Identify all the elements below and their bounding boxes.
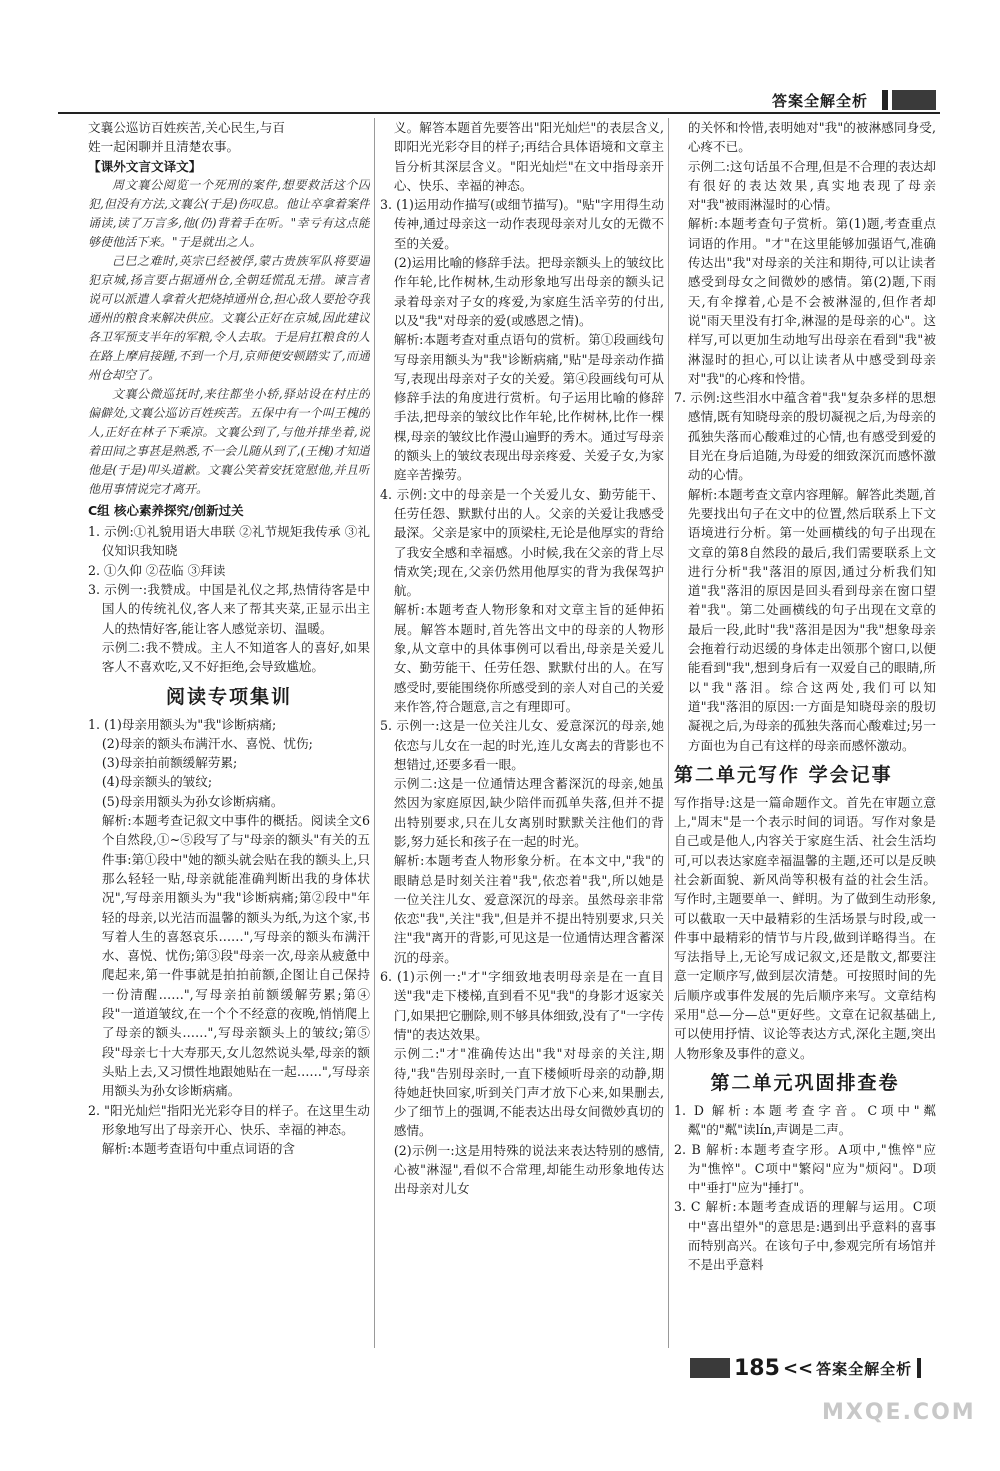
analysis-paragraph: 义。解答本题首先要答出"阳光灿烂"的表层含义,即阳光光彩夺目的样子;再结合具体语境和文章主旨分析其深层含义。"阳光灿烂"在文中指母亲开心、快乐、幸福的神态。 [393,120,664,193]
answer-item: 的关怀和怜惜,表明她对"我"的被淋感同身受,心疼不已。 [687,120,936,155]
analysis-paragraph: 解析:本题考查句子赏析。第(1)题,考查重点词语的作用。"才"在这里能够加强语气,准确传达出"我"对母亲的关注和期待,可以让读者感受到母女之间微妙的感情。第(2)题,下雨天,有伞撑着,心是不会被淋湿的,但作者却说"雨天里没有打伞,淋湿的是母亲的心"。这样写,可以更加生动地写出母亲在看到"我"被淋湿时的担心,可以让读者从中感受到母亲对"我"的心疼和怜惜。 [687,216,936,386]
answer-item: (2)示例一:这是用特殊的说法来表达特别的感情,心被"淋湿",看似不合常理,却能生动形象地传达出母亲对儿女 [393,1142,664,1197]
column-divider-2 [668,118,669,1348]
analysis-paragraph: 解析:本题考查人物形象分析。在本文中,"我"的眼睛总是时刻关注着"我",依恋着"我",所以她是一位关注儿女、爱意深沉的母亲。虽然母亲非常依恋"我",关注"我",但是并不提出特别要求,只关注"我"离开的背影,可见这是一位通情达理含蓄深沉的母亲。 [393,853,664,965]
answer-item: 1. 示例:①礼貌用语大串联 ②礼节规矩我传承 ③礼仪知识我知晓 [88,524,370,559]
section-title-consolidate: 第二单元巩固排查卷 [710,1071,900,1094]
translation-paragraph: 周文襄公阅览一个死刑的案件,想要救活这个囚犯,但没有方法,文襄公(于是)伤叹息。他让卒拿着案件诵读,读了万言多,他(仍)背着手在听。"幸亏有这点能够使他活下来。"于是就出之人。 [88,177,370,249]
answer-item: 示例二:"才"准确传达出"我"对母亲的关注,期待,"我"告别母亲时,一直下楼倾听母亲的动静,期待她赶快回家,听到关门声才放下心来,如果删去,少了细节上的强调,不能表达出母女间微妙真切的感情。 [393,1046,664,1139]
answer-item: 1. D 解析:本题考查字音。C项中"粼粼"的"粼"读lín,声调是二声。 [674,1102,936,1138]
footer-bar-block [690,1358,730,1378]
analysis-paragraph: 解析:本题考查人物形象和对文章主旨的延伸拓展。解答本题时,首先答出文中的母亲的人物形象,从文章中的具体事例可以看出,母亲是关爱儿女、勤劳能干、任劳任怨、默默付出的人。在写感受时,要能围绕你所感受到的亲人对自己的关爱来作答,符合题意,言之有理即可。 [393,602,664,714]
answer-item: 3. (1)运用动作描写(或细节描写)。"贴"字用得生动传神,通过母亲这一动作表现母亲对儿女的无微不至的关爱。 [380,197,664,251]
answer-item: (2)母亲的额头布满汗水、喜悦、忧伤; [101,735,313,751]
translation-paragraph: 文襄公微巡抚时,来往都坐小轿,驿站设在村庄的偏僻处,文襄公巡访百姓疾苦。五保中有一个叫王槐的人,正好在林子下乘凉。文襄公到了,与他并排坐着,说着田间之事甚是熟悉,不一会儿随从到了,(王槐)才知道他是(于是)叩头道歉。文襄公笑着安抚宽慰他,并且听他用事情说完才离开。 [88,386,370,496]
header-bar-thin [882,90,888,110]
c-group-title: C组 核心素养探究/创新过关 [88,502,244,518]
answer-item: 3. 示例一:我赞成。中国是礼仪之邦,热情待客是中国人的传统礼仪,客人来了帮其夹菜,正显示出主人的热情好客,能让客人感觉亲切、温暖。 [88,582,370,636]
page-footer [690,1354,921,1382]
answer-item: 7. 示例:这些泪水中蕴含着"我"复杂多样的思想感情,既有知晓母亲的殷切凝视之后,为母亲的孤独失落而心酸难过的心情,也有感受到爱的目光在身后追随,为母爱的细致深沉而感怀激动的心情。 [674,390,936,483]
header-label: 答案全解全析 [772,92,869,110]
text-line: 文襄公巡访百姓疾苦,关心民生,与百 [88,120,285,135]
answer-item: 示例二:这句话虽不合理,但是不合理的表达却有很好的表达效果,真实地表现了母亲对"我"被雨淋湿时的心情。 [687,158,936,213]
answer-item: 4. 示例:文中的母亲是一个关爱儿女、勤劳能干、任劳任怨、默默付出的人。父亲的关爱让我感受最深。父亲是家中的顶梁柱,无论是他厚实的背给了我安全感和幸福感。小时候,我在父亲的背上尽情欢笑;现在,父亲仍然用他厚实的背为我保驾护航。 [380,486,664,599]
answer-item: 3. C 解析:本题考查成语的理解与运用。C项中"喜出望外"的意思是:遇到出乎意料的喜事而特别高兴。在该句子中,参观完所有场馆并不是出乎意料 [674,1199,936,1273]
column-3 [674,118,936,1350]
answer-item: 2. B 解析:本题考查字形。A项中,"憔悴"应为"憔悴"。C项中"繁闷"应为"烦闷"。D项中"垂打"应为"捶打"。 [674,1141,936,1196]
double-chevron-left-icon: << [782,1357,814,1379]
header-bar-block [892,90,936,110]
answer-item: (2)运用比喻的修辞手法。把母亲额头上的皱纹比作年轮,比作树林,生动形象地写出母亲的额头记录着母亲对子女的疼爱,为家庭生活辛劳的付出,以及"我"对母亲的爱(或感恩之情)。 [393,255,664,328]
answer-item: 示例二:这是一位通情达理含蓄深沉的母亲,她虽然因为家庭原因,缺少陪伴而孤单失落,但并不提出特别要求,只在儿女离别时默默关注他们的背影,努力延长和孩子在一起的时光。 [393,776,664,849]
answer-item: 2. ①久仰 ②莅临 ③拜读 [88,562,226,578]
text-line: 姓一起闲聊并且清楚农事。 [88,139,240,155]
answer-item: (5)母亲用额头为孙女诊断病痛。 [101,793,284,809]
answer-item: 1. (1)母亲用额头为"我"诊断病痛; [88,716,277,732]
column-divider-1 [374,118,375,1348]
answer-item: 6. (1)示例一:"才"字细致地表明母亲是在一直目送"我"走下楼梯,直到看不见"我"的身影才返家关门,如果把它删除,则不够具体细致,没有了"一字传情"的表达效果。 [380,969,664,1042]
writing-guide: 写作指导:这是一篇命题作文。首先在审题立意上,"周末"是一个表示时间的词语。写作对象是自己或是他人,内容关于家庭生活、社会生活均可,可以表达家庭幸福温馨的主题,还可以是反映社会新面貌、新风尚等积极有益的社会生活。写作时,主题要单一、鲜明。为了做到生动形象,可以截取一天中最精彩的生活场景与时段,或一件事中最精彩的情节与片段,做到详略得当。在写法指导上,无论写成记叙文,还是散文,都要注意一定顺序写,做到层次清楚。可按照时间的先后顺序或事件发展的先后顺序来写。文章结构采用"总—分—总"更好些。文章在记叙基础上,可以使用抒情、议论等表达方式,深化主题,突出人物形象及事件的意义。 [674,794,936,1061]
section-title-writing: 第二单元写作 学会记事 [674,763,893,786]
section-title-reading: 阅读专项集训 [165,685,292,708]
header-rule [58,112,940,114]
answer-item: (4)母亲额头的皱纹; [101,774,213,790]
section-label-translation: 【课外文言文译文】 [88,158,202,174]
watermark: MXQE.COM [822,1400,976,1425]
analysis-paragraph: 解析:本题考查文章内容理解。解答此类题,首先要找出句子在文中的位置,然后联系上下文语境进行分析。第一处画横线的句子出现在文章的第8自然段的最后,我们需要联系上文进行分析"我"落泪的原因,通过分析我们知道"我"落泪的原因是回头看到母亲在窗口望着"我"。第二处画横线的句子出现在文章的最后一段,此时"我"落泪是因为"我"想象母亲会拖着行动迟缓的身体走出领那个窗口,以便能看到"我",想到身后有一双爱自己的眼睛,所以"我"落泪。综合这两处,我们可以知道"我"落泪的原因:一方面是知晓母亲的殷切凝视之后,为母亲的孤独失落而心酸难过;另一方面也为自己有这样的母亲而感怀激动。 [687,486,936,753]
answer-item: 示例二:我不赞成。主人不知道客人的喜好,如果客人不喜欢吃,又不好拒绝,会导致尴尬。 [101,639,370,675]
answer-item: 5. 示例一:这是一位关注儿女、爱意深沉的母亲,她依恋与儿女在一起的时光,连儿女离去的背影也不想错过,还要多看一眼。 [380,718,664,772]
analysis-paragraph: 解析:本题考查记叙文中事件的概括。阅读全文6个自然段,①~⑤段写了与"母亲的额头"有关的五件事:第①段中"她的额头就会贴在我的额头上,只那么轻轻一贴,母亲就能准确判断出我的身体状况",写母亲用额头为"我"诊断病痛;第②段中"年轻的母亲,以光洁而温馨的额头为纸,为这个家,书写着人生的喜怒哀乐……",写母亲的额头布满汗水、喜悦、忧伤;第③段"母亲一次,母亲从疲惫中爬起来,第一件事就是拍拍前额,企图让自己保持一份清醒……",写母亲拍前额缓解劳累;第④段"一道道皱纹,在一个个不经意的夜晚,悄悄爬上了母亲的额头……",写母亲额头上的皱纹;第⑤段"母亲七十大寿那天,女儿忽然说头晕,母亲的额头贴上去,又习惯性地跟她贴在一起……",写母亲用额头为孙女诊断病痛。 [101,813,370,1099]
analysis-paragraph: 解析:本题考查语句中重点词语的含 [101,1141,296,1157]
footer-bar-thin [917,1358,921,1378]
column-2 [380,118,664,1350]
footer-label: 答案全解全析 [816,1359,913,1378]
answer-item: 2. "阳光灿烂"指阳光光彩夺目的样子。在这里生动形象地写出了母亲开心、快乐、幸福的神态。 [88,1102,370,1137]
translation-paragraph: 己巳之难时,英宗已经被俘,蒙古贵族军队将要逼犯京城,扬言要占据通州仓,全朝廷慌乱无措。谏言者说可以派遣人拿着火把烧掉通州仓,担心敌人要抢夺我通州的粮食来解决供应。文襄公正好在京城,因此建议各卫军预支半年的军粮,令人去取。于是肩扛粮食的人在路上摩肩接踵,不到一个月,京师便安顿踏实了,而通州仓却空了。 [88,253,370,382]
analysis-paragraph: 解析:本题考查对重点语句的赏析。第①段画线句写母亲用额头为"我"诊断病痛,"贴"是母亲动作描写,表现出母亲对子女的关爱。第④段画线句可从修辞手法的角度进行赏析。句子运用比喻的修辞手法,把母亲的皱纹比作年轮,比作树林,比作一棵棵,母亲的皱纹比作漫山遍野的秀木。通过写母亲的额头上的皱纹表现出母亲疼爱、关爱子女,为家庭辛苦操劳。 [393,332,664,483]
answer-item: (3)母亲拍前额缓解劳累; [101,755,238,771]
column-1 [88,118,370,1350]
page-number: 185 [734,1355,780,1381]
